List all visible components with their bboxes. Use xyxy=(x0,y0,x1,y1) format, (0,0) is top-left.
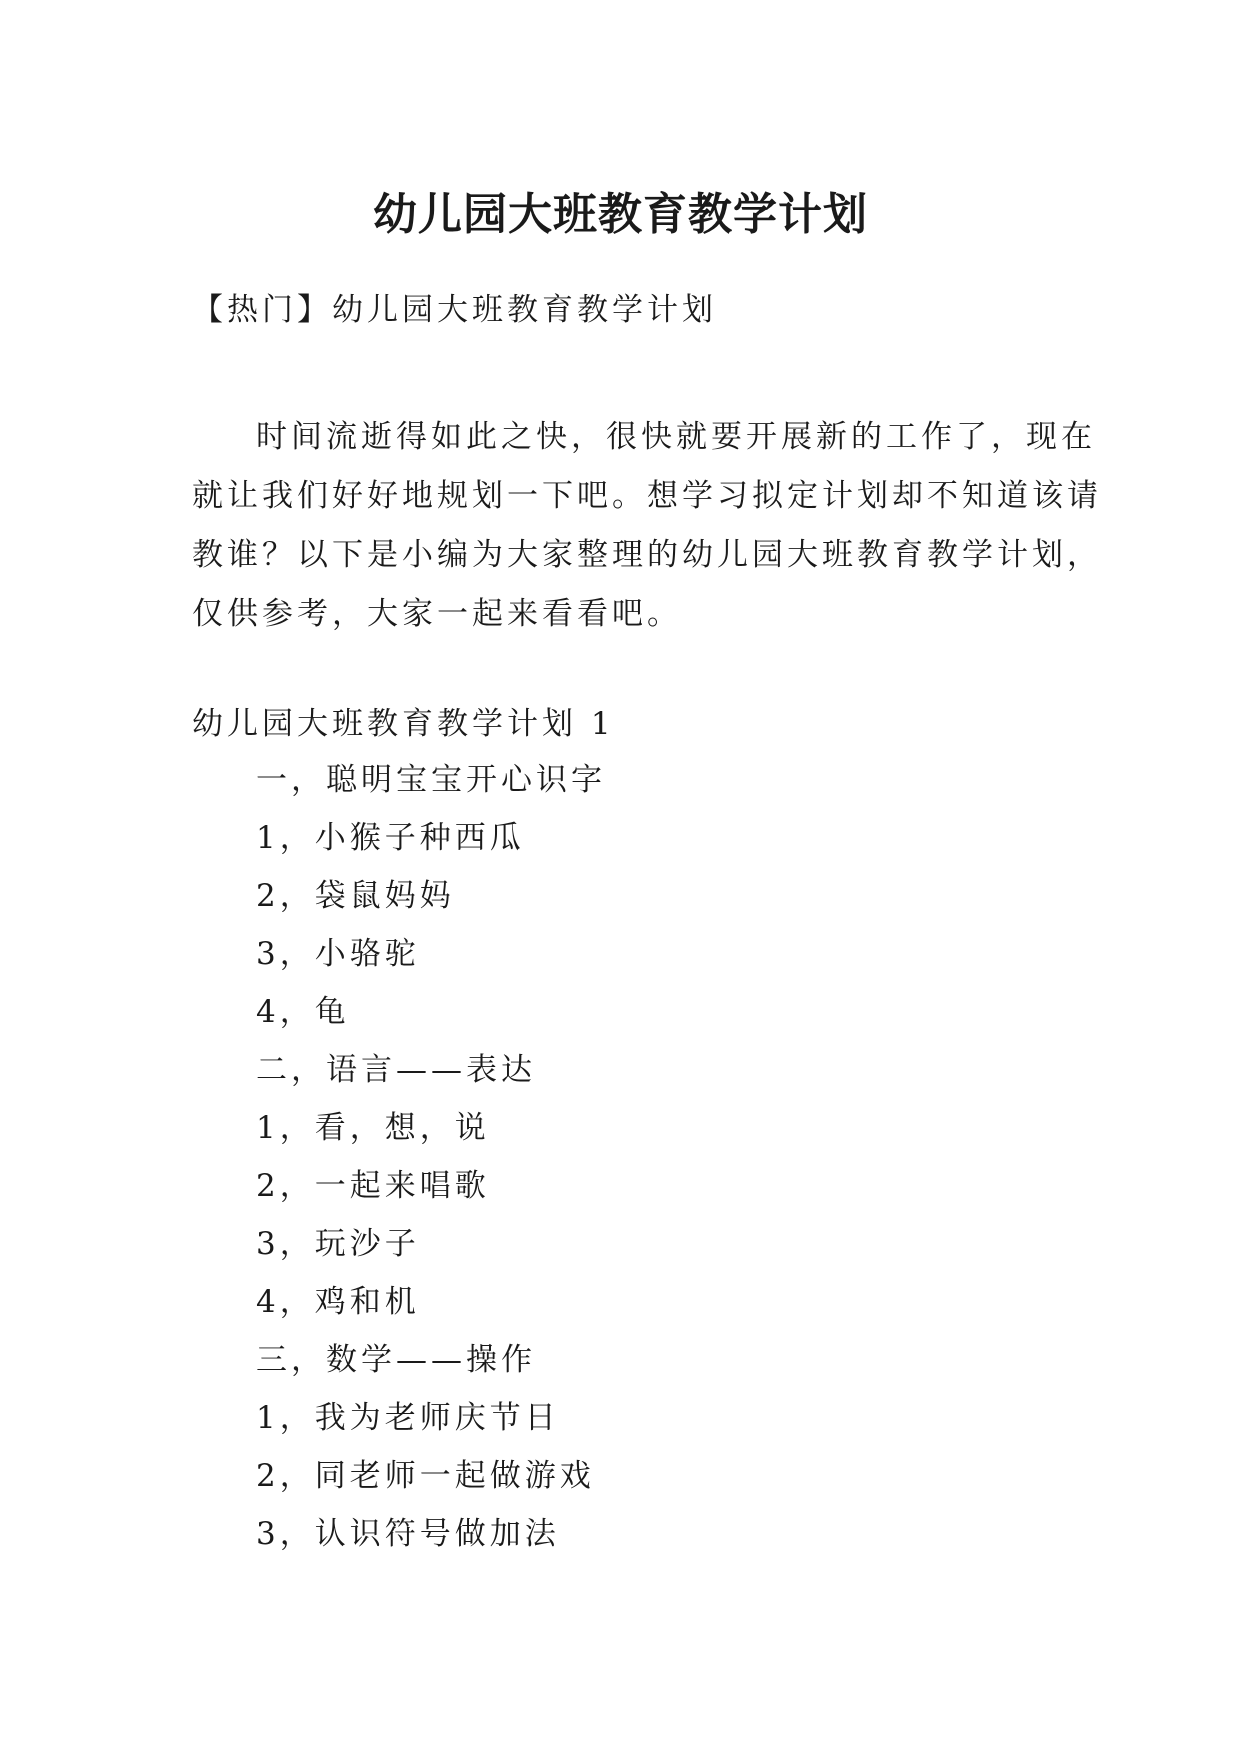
outline-item: 2，一起来唱歌 xyxy=(256,1168,490,1204)
outline-section-heading: 三，数学——操作 xyxy=(256,1342,536,1378)
outline-item: 2，同老师一起做游戏 xyxy=(256,1458,595,1494)
outline-section-heading: 一，聪明宝宝开心识字 xyxy=(256,762,606,798)
outline-item: 1，看，想，说 xyxy=(256,1110,490,1146)
outline-item: 1，小猴子种西瓜 xyxy=(256,820,525,856)
intro-paragraph xyxy=(192,408,1102,644)
outline-item: 1，我为老师庆节日 xyxy=(256,1400,560,1436)
page-title: 幼儿园大班教育教学计划 xyxy=(373,189,868,241)
outline-item: 3，玩沙子 xyxy=(256,1226,420,1262)
intro-line: 就让我们好好地规划一下吧。想学习拟定计划却不知道该请 xyxy=(192,478,1102,514)
outline-item: 4，龟 xyxy=(256,994,350,1030)
outline-item: 4，鸡和机 xyxy=(256,1284,420,1320)
outline-item: 3，小骆驼 xyxy=(256,936,420,972)
plan-heading: 幼儿园大班教育教学计划 1 xyxy=(192,706,615,742)
document-subtitle: 【热门】幼儿园大班教育教学计划 xyxy=(192,292,717,328)
intro-line: 时间流逝得如此之快，很快就要开展新的工作了，现在 xyxy=(256,419,1096,455)
outline-item: 2，袋鼠妈妈 xyxy=(256,878,455,914)
outline-item: 3，认识符号做加法 xyxy=(256,1516,560,1552)
outline-section-heading: 二，语言——表达 xyxy=(256,1052,536,1088)
intro-line: 仅供参考，大家一起来看看吧。 xyxy=(192,596,682,632)
intro-line: 教谁？以下是小编为大家整理的幼儿园大班教育教学计划， xyxy=(192,537,1102,573)
plan-outline xyxy=(256,760,606,1572)
